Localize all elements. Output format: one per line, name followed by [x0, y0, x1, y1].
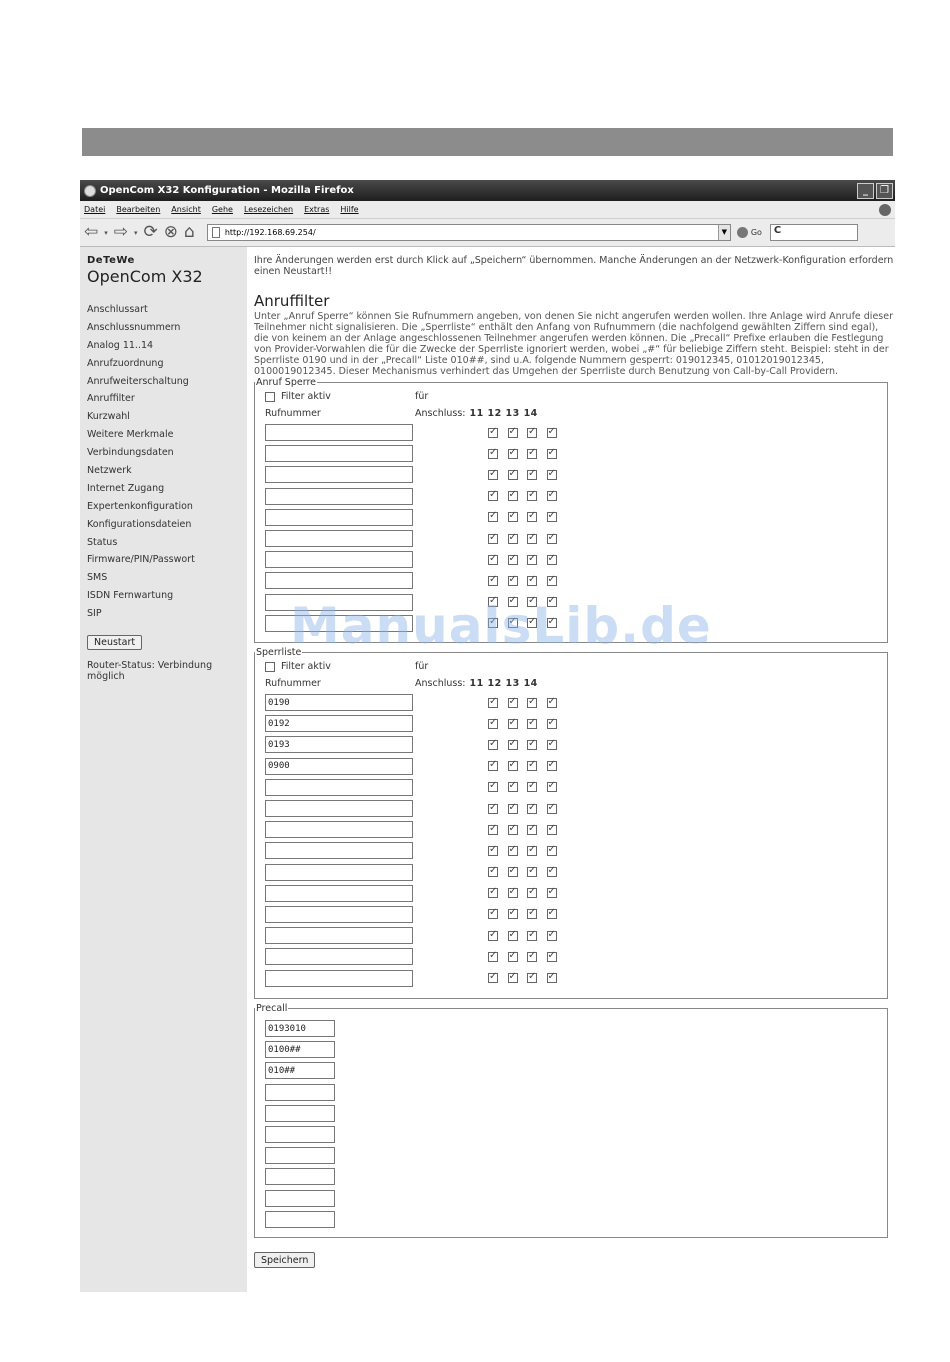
sperrliste-filter-checkbox[interactable] — [265, 662, 275, 672]
sidebar-item-anschlussnummern[interactable]: Anschlussnummern — [87, 321, 181, 333]
port-checkbox-12[interactable] — [508, 491, 518, 501]
sperrliste-number-input[interactable] — [265, 864, 413, 881]
header-band — [82, 128, 893, 156]
port-checkboxes — [488, 512, 566, 522]
sperrliste-row — [265, 862, 877, 883]
sidebar-item-isdn-fernwartung[interactable]: ISDN Fernwartung — [87, 590, 174, 602]
port-checkbox-12[interactable] — [508, 761, 518, 771]
save-notice: Ihre Änderungen werden erst durch Klick auf „Speichern“ übernommen. Manche Änderungen an der Netzwerk-Konfiguration erfordern einen Neustart!! — [254, 255, 894, 277]
port-checkbox-13[interactable] — [527, 867, 537, 877]
port-checkbox-13[interactable] — [527, 597, 537, 607]
sperrliste-row — [265, 798, 877, 819]
url-bar[interactable] — [207, 224, 731, 241]
anschluss-label: Anschluss: — [415, 678, 466, 689]
port-checkbox-14[interactable] — [547, 804, 557, 814]
port-checkbox-13[interactable] — [527, 576, 537, 586]
port-checkbox-13[interactable] — [527, 952, 537, 962]
home-icon[interactable]: ⌂ — [184, 222, 195, 242]
port-checkboxes — [488, 909, 566, 919]
port-checkbox-12[interactable] — [508, 449, 518, 459]
port-checkbox-14[interactable] — [547, 825, 557, 835]
sidebar-item-analog[interactable]: Analog 11..14 — [87, 339, 154, 351]
port-checkbox-14[interactable] — [547, 512, 557, 522]
port-checkbox-13[interactable] — [527, 491, 537, 501]
precall-input[interactable] — [265, 1168, 335, 1185]
port-checkbox-13[interactable] — [527, 449, 537, 459]
port-checkbox-11[interactable] — [488, 512, 498, 522]
precall-input[interactable] — [265, 1105, 335, 1122]
precall-input[interactable] — [265, 1190, 335, 1207]
brand-label: DeTeWe — [87, 255, 135, 266]
precall-row — [265, 1060, 877, 1081]
port-checkbox-12[interactable] — [508, 576, 518, 586]
port-checkbox-14[interactable] — [547, 719, 557, 729]
sidebar-item-anrufweiterschaltung[interactable]: Anrufweiterschaltung — [87, 375, 189, 387]
minimize-button[interactable]: _ — [857, 183, 874, 199]
port-checkbox-12[interactable] — [508, 428, 518, 438]
anschluss-label: Anschluss: — [415, 408, 466, 419]
port-checkbox-11[interactable] — [488, 555, 498, 565]
stop-icon[interactable]: ⊗ — [163, 222, 179, 242]
sperrliste-row — [265, 840, 877, 861]
port-checkbox-13[interactable] — [527, 761, 537, 771]
sidebar-item-status[interactable]: Status — [87, 536, 118, 548]
port-checkboxes — [488, 761, 566, 771]
sperrliste-number-input[interactable] — [265, 906, 413, 923]
port-checkbox-11[interactable] — [488, 740, 498, 750]
port-checkbox-13[interactable] — [527, 973, 537, 983]
product-name: OpenCom X32 — [87, 267, 203, 286]
anruf-sperre-row — [265, 443, 877, 464]
sperrliste-row — [265, 734, 877, 755]
port-checkbox-12[interactable] — [508, 782, 518, 792]
url-dropdown-icon[interactable]: ▼ — [718, 225, 730, 240]
menu-lesezeichen[interactable]: Lesezeichen — [243, 205, 294, 214]
port-checkbox-11[interactable] — [488, 973, 498, 983]
port-checkbox-14[interactable] — [547, 909, 557, 919]
port-checkbox-13[interactable] — [527, 698, 537, 708]
port-checkbox-11[interactable] — [488, 804, 498, 814]
save-button[interactable]: Speichern — [254, 1252, 315, 1268]
anruf-sperre-row — [265, 486, 877, 507]
port-checkbox-12[interactable] — [508, 534, 518, 544]
sidebar-item-konfigurationsdateien[interactable]: Konfigurationsdateien — [87, 518, 192, 530]
port-checkboxes — [488, 719, 566, 729]
anruf-sperre-row — [265, 570, 877, 591]
port-checkbox-11[interactable] — [488, 597, 498, 607]
filter-row — [265, 388, 877, 405]
port-checkbox-12[interactable] — [508, 973, 518, 983]
port-checkbox-13[interactable] — [527, 909, 537, 919]
forward-dropdown-icon[interactable]: ▾ — [134, 228, 138, 237]
precall-row — [265, 1124, 877, 1145]
restart-button[interactable]: Neustart — [87, 635, 142, 650]
port-checkboxes — [488, 597, 566, 607]
anruf-sperre-number-input[interactable] — [265, 424, 413, 441]
port-checkbox-12[interactable] — [508, 719, 518, 729]
sperrliste-section — [254, 647, 888, 999]
anruf-sperre-section — [254, 377, 888, 643]
fuer-label: für — [415, 391, 429, 402]
port-checkbox-12[interactable] — [508, 740, 518, 750]
sperrliste-number-input[interactable] — [265, 885, 413, 902]
port-numbers: 11 12 13 14 — [469, 408, 538, 419]
port-checkbox-11[interactable] — [488, 825, 498, 835]
anruf-sperre-number-input[interactable] — [265, 615, 413, 632]
port-checkboxes — [488, 555, 566, 565]
restore-button[interactable]: ❐ — [876, 183, 893, 199]
port-checkbox-11[interactable] — [488, 909, 498, 919]
forward-icon[interactable]: ⇨ — [113, 222, 129, 242]
port-checkboxes — [488, 888, 566, 898]
port-checkbox-11[interactable] — [488, 952, 498, 962]
port-checkbox-12[interactable] — [508, 909, 518, 919]
sperrliste-number-input[interactable] — [265, 800, 413, 817]
port-checkbox-11[interactable] — [488, 449, 498, 459]
port-checkbox-14[interactable] — [547, 576, 557, 586]
port-checkbox-12[interactable] — [508, 618, 518, 628]
sperrliste-row — [265, 692, 877, 713]
sperrliste-number-input[interactable] — [265, 927, 413, 944]
precall-input[interactable] — [265, 1126, 335, 1143]
menu-extras[interactable]: Extras — [304, 205, 330, 214]
sperrliste-row — [265, 777, 877, 798]
browser-window — [80, 180, 895, 1292]
go-icon — [737, 227, 748, 238]
sperrliste-row — [265, 946, 877, 967]
port-checkbox-13[interactable] — [527, 888, 537, 898]
throbber-icon — [879, 204, 891, 216]
port-checkbox-11[interactable] — [488, 576, 498, 586]
watermark: ManualsLib.de — [290, 597, 712, 655]
sidebar — [80, 247, 247, 1292]
rufnummer-header: Rufnummer — [265, 678, 321, 689]
port-checkbox-12[interactable] — [508, 952, 518, 962]
port-checkbox-12[interactable] — [508, 698, 518, 708]
menu-ansicht[interactable]: Ansicht — [171, 205, 201, 214]
page-title: Anruffilter — [254, 292, 330, 310]
main-panel — [254, 247, 895, 1268]
port-checkbox-11[interactable] — [488, 534, 498, 544]
anruf-sperre-number-input[interactable] — [265, 551, 413, 568]
port-checkbox-13[interactable] — [527, 782, 537, 792]
sperrliste-number-input[interactable] — [265, 736, 413, 753]
go-button[interactable] — [737, 227, 762, 238]
precall-row — [265, 1018, 877, 1039]
port-checkboxes — [488, 931, 566, 941]
port-checkboxes — [488, 534, 566, 544]
sidebar-item-verbindungsdaten[interactable]: Verbindungsdaten — [87, 447, 174, 459]
port-checkbox-11[interactable] — [488, 491, 498, 501]
sperrliste-row — [265, 756, 877, 777]
port-checkbox-12[interactable] — [508, 555, 518, 565]
port-checkbox-14[interactable] — [547, 867, 557, 877]
port-checkbox-13[interactable] — [527, 555, 537, 565]
page-icon — [212, 227, 220, 238]
menu-hilfe[interactable]: Hilfe — [340, 205, 359, 214]
anruf-sperre-number-input[interactable] — [265, 530, 413, 547]
port-checkbox-14[interactable] — [547, 618, 557, 628]
port-checkbox-12[interactable] — [508, 867, 518, 877]
rufnummer-header: Rufnummer — [265, 408, 321, 419]
port-checkbox-11[interactable] — [488, 888, 498, 898]
precall-row — [265, 1166, 877, 1187]
port-checkbox-14[interactable] — [547, 931, 557, 941]
anruf-sperre-row — [265, 422, 877, 443]
anruf-sperre-number-input[interactable] — [265, 488, 413, 505]
sperrliste-number-input[interactable] — [265, 694, 413, 711]
port-checkbox-14[interactable] — [547, 698, 557, 708]
menu-bar — [80, 201, 895, 219]
sidebar-item-netzwerk[interactable]: Netzwerk — [87, 465, 132, 477]
port-checkbox-13[interactable] — [527, 512, 537, 522]
precall-row — [265, 1103, 877, 1124]
precall-row — [265, 1082, 877, 1103]
column-header — [265, 675, 877, 692]
sperrliste-number-input[interactable] — [265, 758, 413, 775]
port-checkbox-14[interactable] — [547, 846, 557, 856]
filter-row — [265, 658, 877, 675]
port-checkbox-11[interactable] — [488, 867, 498, 877]
sidebar-item-anschlussart[interactable]: Anschlussart — [87, 304, 148, 315]
port-checkbox-14[interactable] — [547, 555, 557, 565]
precall-input[interactable] — [265, 1041, 335, 1058]
filter-label: Filter aktiv — [281, 391, 331, 402]
anruf-sperre-row — [265, 528, 877, 549]
port-checkbox-12[interactable] — [508, 846, 518, 856]
reload-icon[interactable]: ⟳ — [143, 222, 158, 242]
port-checkbox-11[interactable] — [488, 931, 498, 941]
anruf-sperre-legend: Anruf Sperre — [256, 377, 316, 388]
sperrliste-number-input[interactable] — [265, 970, 413, 987]
anruf-sperre-row — [265, 507, 877, 528]
page-description: Unter „Anruf Sperre“ können Sie Rufnummern angeben, von denen Sie nicht angerufen werden wollen. Ihre Anlage wird Anrufe dieser Teilnehmer nicht signalisieren. Die „Sperrliste“ enthält den Anfang von Rufnummern (die nachfolgend gewählten Ziffern sind egal), die von keinem an der Anlage angeschlossenen Teilnehmer angerufen werden können. Die „Precall“ Prefixe erlauben die Festlegung von Provider-Vorwahlen die für die Zwecke der Sperrliste ignoriert werden, wobei „#“ für beliebige Ziffern steht. Beispiel: steht in der Sperrliste 0190 und in der „Precall“ Liste 010##, sind u.A. folgende Nummern gesperrt: 019012345, 01012019012345, 0100019012345. Dieser Mechanismus verhindert das Umgehen der Sperrliste durch Benutzung von Call-by-Call Providern. — [254, 311, 893, 377]
sperrliste-number-input[interactable] — [265, 779, 413, 796]
port-checkbox-11[interactable] — [488, 846, 498, 856]
port-checkbox-12[interactable] — [508, 888, 518, 898]
precall-input[interactable] — [265, 1084, 335, 1101]
anruf-sperre-row — [265, 549, 877, 570]
router-status: Router-Status: Verbindung möglich — [87, 660, 213, 683]
anruf-sperre-number-input[interactable] — [265, 466, 413, 483]
port-checkbox-14[interactable] — [547, 888, 557, 898]
anruf-sperre-number-input[interactable] — [265, 509, 413, 526]
port-checkbox-11[interactable] — [488, 470, 498, 480]
precall-row — [265, 1145, 877, 1166]
navigation-toolbar — [80, 219, 895, 247]
port-checkbox-13[interactable] — [527, 846, 537, 856]
precall-section — [254, 1003, 888, 1238]
sidebar-item-kurzwahl[interactable]: Kurzwahl — [87, 411, 130, 423]
anruf-sperre-number-input[interactable] — [265, 572, 413, 589]
anruf-sperre-row — [265, 592, 877, 613]
port-checkboxes — [488, 825, 566, 835]
anruf-sperre-row — [265, 613, 877, 634]
filter-label: Filter aktiv — [281, 661, 331, 672]
port-checkbox-14[interactable] — [547, 740, 557, 750]
window-title: OpenCom X32 Konfiguration - Mozilla Firefox — [100, 185, 354, 196]
port-checkbox-14[interactable] — [547, 782, 557, 792]
port-checkbox-14[interactable] — [547, 449, 557, 459]
port-checkboxes — [488, 867, 566, 877]
port-checkbox-13[interactable] — [527, 618, 537, 628]
sperrliste-row — [265, 904, 877, 925]
port-checkbox-13[interactable] — [527, 825, 537, 835]
precall-input[interactable] — [265, 1062, 335, 1079]
port-checkbox-14[interactable] — [547, 534, 557, 544]
port-checkbox-11[interactable] — [488, 782, 498, 792]
title-bar — [80, 180, 895, 201]
back-dropdown-icon[interactable]: ▾ — [104, 228, 108, 237]
menu-datei[interactable]: Datei — [84, 205, 106, 214]
port-checkbox-14[interactable] — [547, 597, 557, 607]
port-checkbox-13[interactable] — [527, 470, 537, 480]
column-header — [265, 405, 877, 422]
port-checkbox-14[interactable] — [547, 428, 557, 438]
port-checkbox-11[interactable] — [488, 761, 498, 771]
port-checkbox-12[interactable] — [508, 512, 518, 522]
port-checkbox-13[interactable] — [527, 931, 537, 941]
search-field[interactable]: C — [770, 224, 858, 241]
port-checkbox-12[interactable] — [508, 931, 518, 941]
port-checkboxes — [488, 804, 566, 814]
port-checkbox-11[interactable] — [488, 719, 498, 729]
back-icon[interactable]: ⇦ — [84, 222, 99, 242]
precall-row — [265, 1209, 877, 1230]
firefox-icon — [84, 185, 96, 197]
port-checkbox-14[interactable] — [547, 491, 557, 501]
fuer-label: für — [415, 661, 429, 672]
anruf-sperre-row — [265, 464, 877, 485]
sperrliste-number-input[interactable] — [265, 842, 413, 859]
port-checkboxes — [488, 470, 566, 480]
sidebar-item-anruffilter[interactable]: Anruffilter — [87, 393, 135, 405]
port-checkbox-14[interactable] — [547, 973, 557, 983]
sperrliste-row — [265, 883, 877, 904]
sperrliste-row — [265, 967, 877, 988]
sidebar-item-internet-zugang[interactable]: Internet Zugang — [87, 482, 165, 494]
sidebar-item-anrufzuordnung[interactable]: Anrufzuordnung — [87, 357, 164, 369]
port-checkbox-13[interactable] — [527, 719, 537, 729]
port-checkbox-14[interactable] — [547, 470, 557, 480]
port-checkbox-13[interactable] — [527, 428, 537, 438]
sidebar-item-sms[interactable]: SMS — [87, 572, 108, 584]
precall-legend: Precall — [256, 1003, 288, 1014]
port-checkbox-13[interactable] — [527, 804, 537, 814]
port-checkbox-12[interactable] — [508, 804, 518, 814]
anruf-sperre-number-input[interactable] — [265, 594, 413, 611]
menu-gehe[interactable]: Gehe — [211, 205, 233, 214]
url-text[interactable]: http://192.168.69.254/ — [224, 228, 316, 237]
sidebar-item-firmware[interactable]: Firmware/PIN/Passwort — [87, 554, 195, 566]
port-checkboxes — [488, 449, 566, 459]
port-checkboxes — [488, 782, 566, 792]
precall-row — [265, 1188, 877, 1209]
precall-input[interactable] — [265, 1020, 335, 1037]
anruf-sperre-filter-checkbox[interactable] — [265, 392, 275, 402]
port-checkboxes — [488, 428, 566, 438]
sperrliste-number-input[interactable] — [265, 715, 413, 732]
port-numbers: 11 12 13 14 — [469, 678, 538, 689]
port-checkboxes — [488, 576, 566, 586]
precall-input[interactable] — [265, 1147, 335, 1164]
port-checkboxes — [488, 952, 566, 962]
port-checkbox-14[interactable] — [547, 761, 557, 771]
sperrliste-number-input[interactable] — [265, 821, 413, 838]
port-checkboxes — [488, 698, 566, 708]
port-checkbox-12[interactable] — [508, 470, 518, 480]
sidebar-item-weitere-merkmale[interactable]: Weitere Merkmale — [87, 429, 174, 441]
menu-bearbeiten[interactable]: Bearbeiten — [116, 205, 161, 214]
sidebar-item-expertenkonfiguration[interactable]: Expertenkonfiguration — [87, 500, 193, 512]
port-checkbox-11[interactable] — [488, 618, 498, 628]
port-checkboxes — [488, 740, 566, 750]
port-checkbox-11[interactable] — [488, 428, 498, 438]
sidebar-nav — [87, 301, 247, 623]
port-checkbox-11[interactable] — [488, 698, 498, 708]
sperrliste-number-input[interactable] — [265, 948, 413, 965]
sperrliste-row — [265, 819, 877, 840]
anruf-sperre-number-input[interactable] — [265, 445, 413, 462]
precall-row — [265, 1039, 877, 1060]
precall-input[interactable] — [265, 1211, 335, 1228]
port-checkboxes — [488, 973, 566, 983]
sperrliste-row — [265, 925, 877, 946]
go-label: Go — [750, 228, 762, 237]
port-checkboxes — [488, 618, 566, 628]
sperrliste-legend: Sperrliste — [256, 647, 302, 658]
port-checkboxes — [488, 846, 566, 856]
port-checkbox-12[interactable] — [508, 825, 518, 835]
port-checkbox-13[interactable] — [527, 534, 537, 544]
page-content — [80, 247, 895, 1292]
port-checkbox-14[interactable] — [547, 952, 557, 962]
port-checkboxes — [488, 491, 566, 501]
port-checkbox-13[interactable] — [527, 740, 537, 750]
port-checkbox-12[interactable] — [508, 597, 518, 607]
sidebar-item-sip[interactable]: SIP — [87, 608, 102, 620]
sperrliste-row — [265, 713, 877, 734]
